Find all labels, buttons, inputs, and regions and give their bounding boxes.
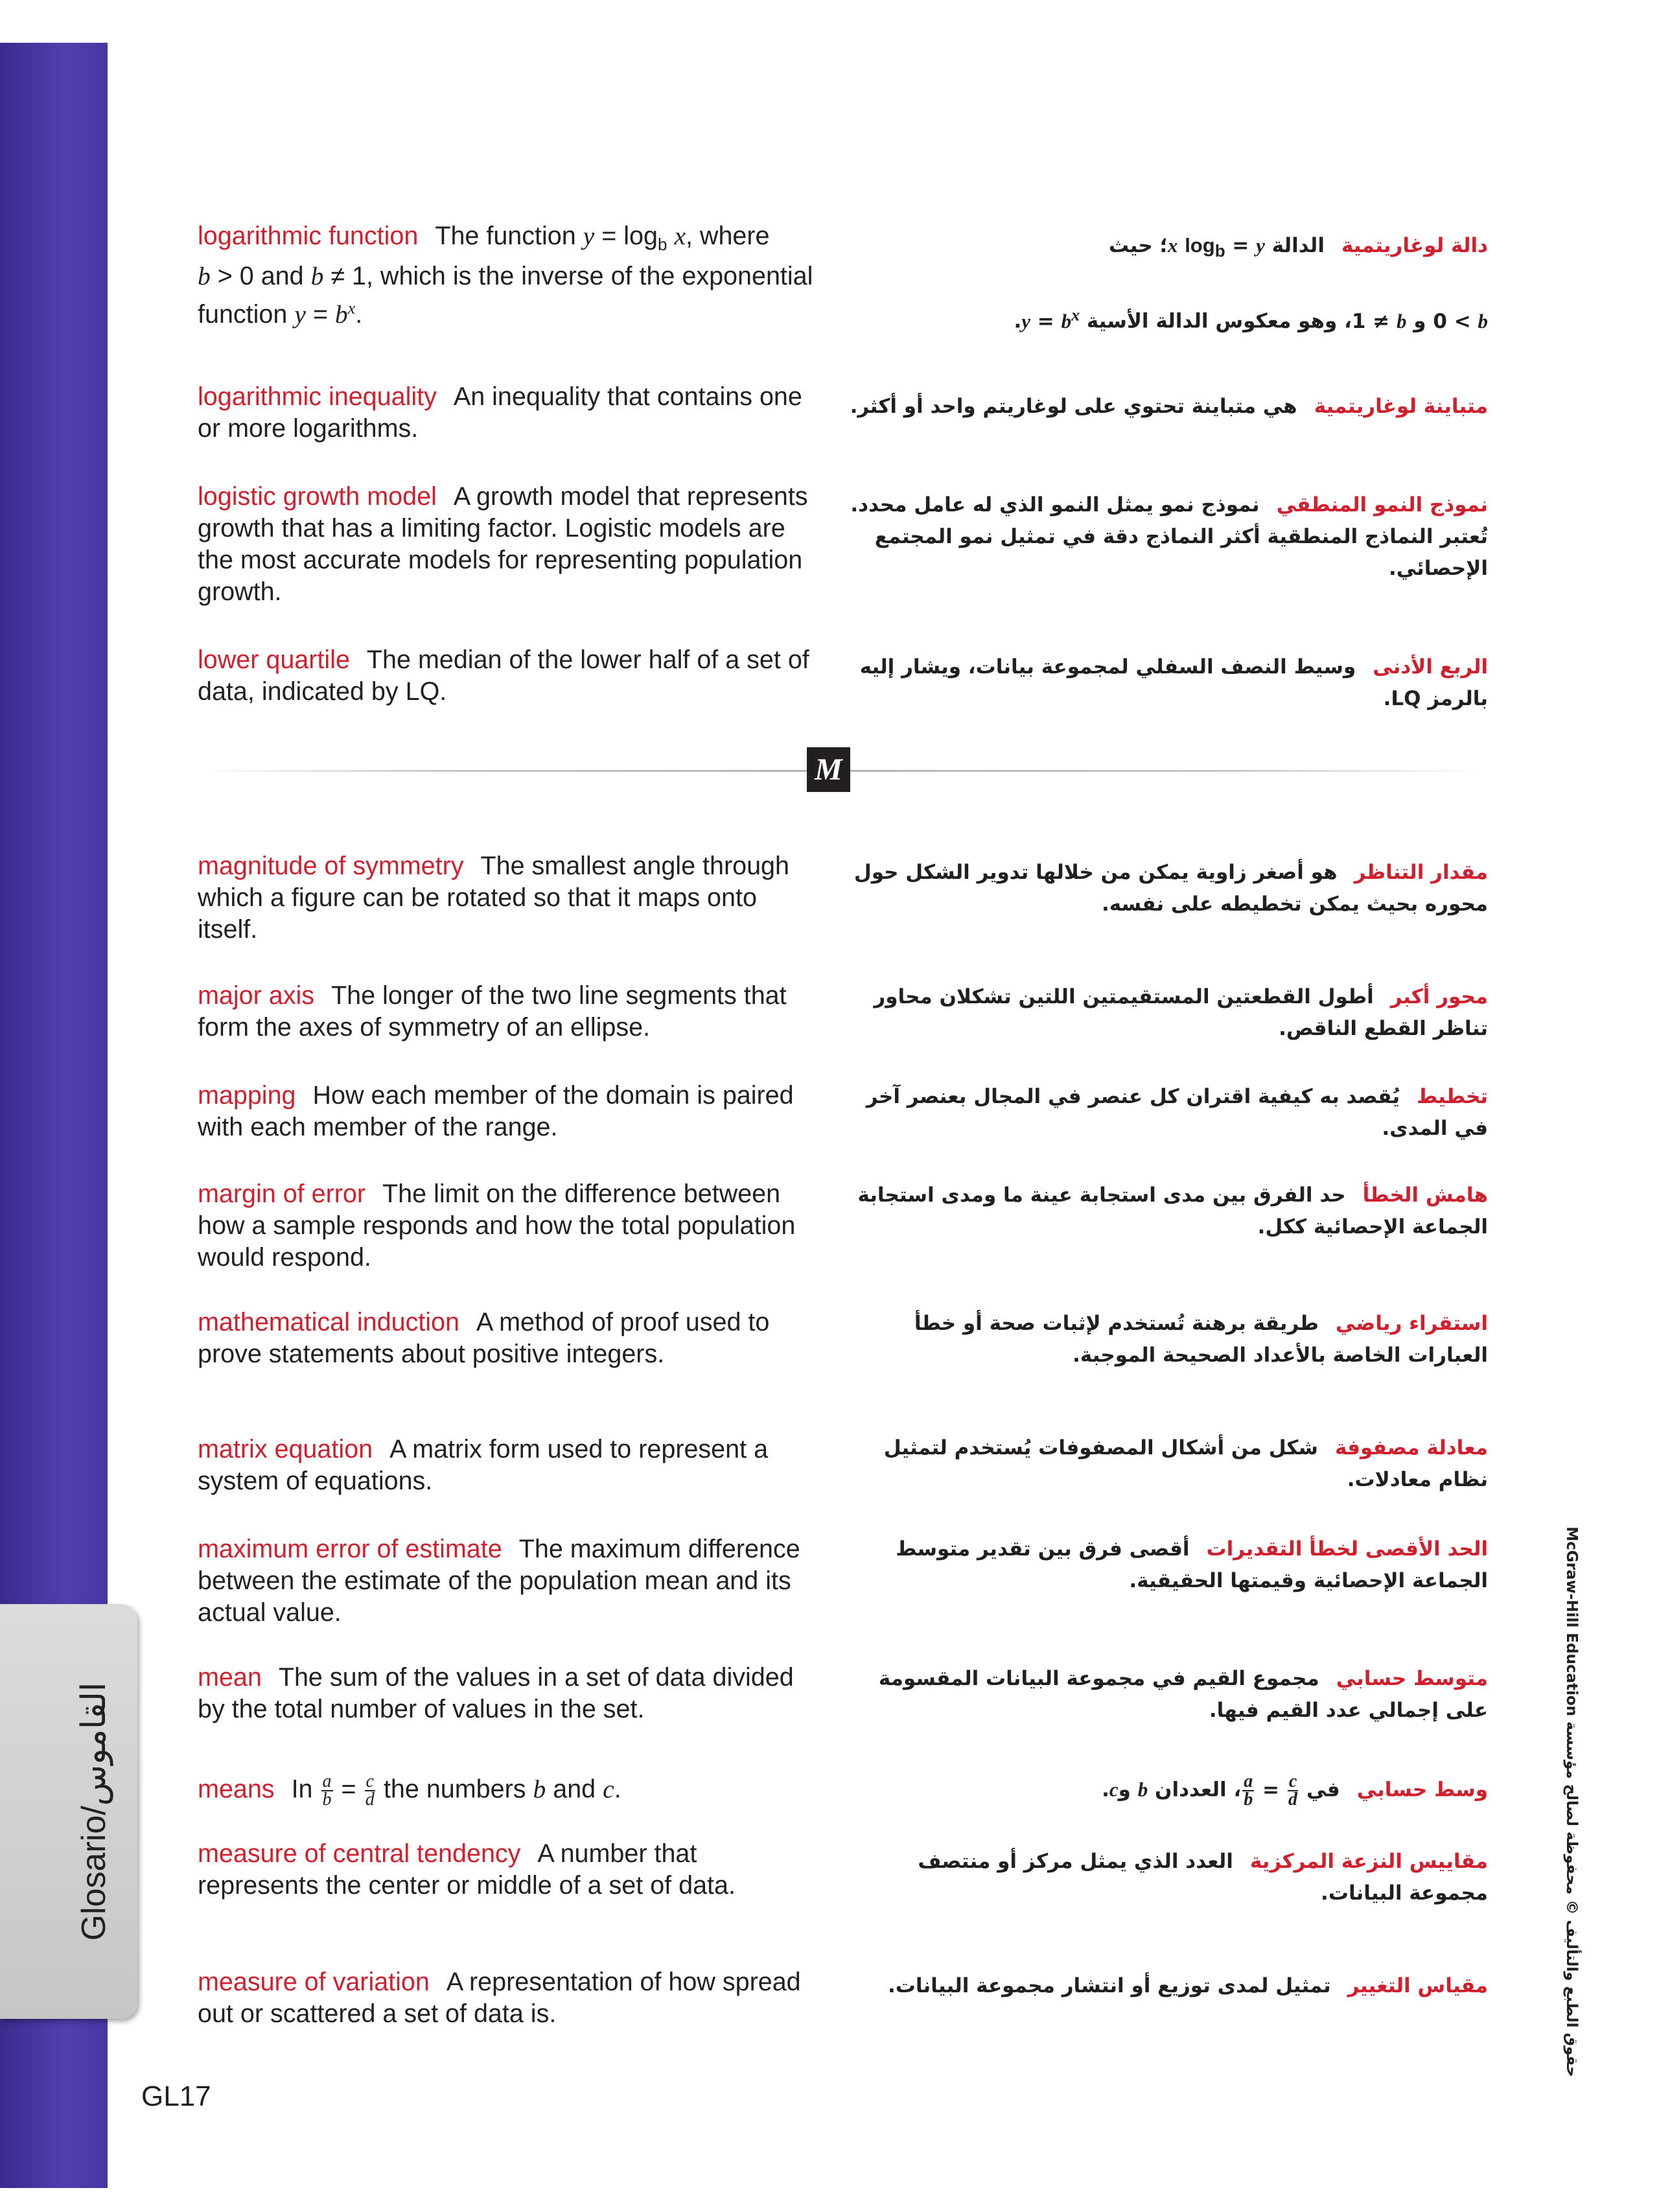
glossary-entry-ar: وسط حسابيفي $\frac{a}{b}$ = $\frac{c}{d}$ ، العددان b وc. (1102, 1771, 1488, 1810)
glossary-entry-ar: متباينة لوغاريتميةهي متباينة تحتوي على لوغاريتم واحد أو أكثر. (850, 395, 1488, 418)
section-letter: M (807, 747, 850, 792)
glossary-entry-ar: مقياس التغييرتمثيل لمدى توزيع أو انتشار مجموعة البيانات. (887, 1974, 1488, 1997)
glossary-entry-en: logistic growth model A growth model that represents growth that has a limiting factor. Logistic models are the most accurate models for representing population growth. (198, 482, 808, 606)
glossary-entry-ar: الحد الأقصى لخطأ التقديراتأقصى فرق بين تقدير متوسط الجماعة الإحصائية وقيمتها الحقيقية. (896, 1537, 1488, 1592)
glossary-entry-en: major axis The longer of the two line segments that form the axes of symmetry of an ellipse. (198, 981, 787, 1042)
glossary-entry-en: maximum error of estimate The maximum difference between the estimate of the population mean and its actual value. (198, 1535, 800, 1627)
glossary-entry-en: margin of error The limit on the difference between how a sample responds and how the total population would respond. (198, 1180, 796, 1272)
section-divider (850, 770, 1485, 772)
glossary-entry-en: magnitude of symmetry The smallest angle through which a figure can be rotated so that it maps onto itself. (198, 852, 789, 944)
glossary-entry-ar: هامش الخطأحد الفرق بين مدى استجابة عينة ما ومدى استجابة الجماعة الإحصائية ككل. (857, 1183, 1488, 1239)
glossary-entry-en: mapping How each member of the domain is paired with each member of the range. (198, 1081, 794, 1141)
glossary-entry-ar: معادلة مصفوفةشكل من أشكال المصفوفات يُستخدم لتمثيل نظام معادلات. (883, 1436, 1488, 1491)
glossary-entry-ar: مقاييس النزعة المركزيةالعدد الذي يمثل مركز أو منتصف مجموعة البيانات. (918, 1850, 1488, 1905)
glossary-entry-en: logarithmic function The function $y = \log_b x$, where b > 0 and b ≠ 1, which is the inverse of the exponential function $y = b^x$. (198, 222, 813, 329)
glossary-entry-en: lower quartile The median of the lower half of a set of data, indicated by LQ. (198, 646, 809, 706)
glossary-entry-en: mathematical induction A method of proof used to prove statements about positive integers. (198, 1308, 770, 1368)
glossary-entry-en: matrix equation A matrix form used to represent a system of equations. (198, 1435, 769, 1495)
section-divider (198, 770, 807, 772)
top-margin (0, 0, 1659, 43)
glossary-entry-en: measure of central tendency A number that represents the center or middle of a set of data. (198, 1839, 736, 1900)
glossary-entry-ar: نموذج النمو المنطقينموذج نمو يمثل النمو الذي له عامل محدد. تُعتبر النماذج المنطقية أكثر النماذج دقة في تمثيل نمو المجتمع الإحصائي. (850, 493, 1488, 580)
page-number: GL17 (141, 2080, 211, 2112)
glossary-entry-ar: مقدار التناظرهو أصغر زاوية يمكن من خلالها تدوير الشكل حول محوره بحيث يمكن تخطيطه على نفسه. (853, 861, 1488, 916)
glossary-tab (0, 1604, 137, 2019)
term: logarithmic function (198, 222, 419, 250)
copyright-notice: حقوق الطبع والتأليف © محفوظة لصالح مؤسسة McGraw-Hill Education (1563, 1526, 1580, 2077)
glossary-entry-ar: محور أكبرأطول القطعتين المستقيمتين اللتين تشكلان محاور تناظر القطع الناقص. (874, 985, 1488, 1040)
glossary-entry-en: logarithmic inequality An inequality that contains one or more logarithms. (198, 382, 802, 443)
glossary-tab-label: Glosario/القاموس (75, 1682, 113, 1941)
glossary-entry-en: mean The sum of the values in a set of data divided by the total number of values in the set. (198, 1663, 794, 1723)
glossary-entry-en: measure of variation A representation of how spread out or scattered a set of data is. (198, 1968, 801, 2028)
glossary-entry-ar: تخطيطيُقصد به كيفية اقتران كل عنصر في المجال بعنصر آخر في المدى. (866, 1085, 1488, 1140)
glossary-entry-ar: متوسط حسابيمجموع القيم في مجموعة البيانات المقسومة على إجمالي عدد القيم فيها. (878, 1667, 1488, 1722)
glossary-entry-ar: دالة لوغاريتميةالدالة x $\log_b$ = y؛ حيث 0 < b و 1 ≠ b، وهو معكوس الدالة الأسية $y = b^x$. (1014, 234, 1488, 333)
glossary-entry-ar: الربع الأدنىوسيط النصف السفلي لمجموعة بيانات، ويشار إليه بالرمز LQ. (859, 655, 1488, 710)
glossary-entry-en: means In $\frac{a}{b}$ = $\frac{c}{d}$ the numbers b and c. (198, 1771, 621, 1810)
glossary-entry-ar: استقراء رياضيطريقة برهنة تُستخدم لإثبات صحة أو خطأ العبارات الخاصة بالأعداد الصحيحة الموجبة. (914, 1312, 1488, 1367)
